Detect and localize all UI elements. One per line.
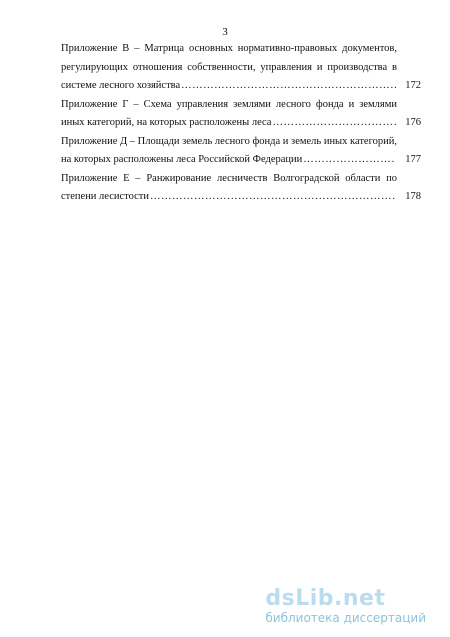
toc-entry-page-number: 176 xyxy=(405,117,421,128)
toc-entry-last-line xyxy=(61,114,421,133)
page-number: 3 xyxy=(222,26,228,38)
toc-entry-line: иных категорий, на которых расположены леса xyxy=(61,117,272,128)
toc-entry-appendix-e[interactable] xyxy=(61,170,421,207)
toc-entry-line: Приложение Д – Площади земель лесного фонда и земель иных категорий, xyxy=(61,135,397,147)
dot-leader xyxy=(272,114,396,133)
toc-entry-line: Приложение Г – Схема управления землями лесного фонда и землями xyxy=(61,98,397,110)
toc-entry-line: регулирующих отношения собственности, управления и производства в xyxy=(61,61,397,73)
toc-entry-line: на которых расположены леса Российской Федерации xyxy=(61,154,303,165)
toc-entry-appendix-d[interactable] xyxy=(61,133,421,170)
watermark xyxy=(265,587,426,625)
toc-entry-line: Приложение В – Матрица основных нормативно-правовых документов, xyxy=(61,43,397,54)
watermark-tagline: библиотека диссертаций xyxy=(265,611,426,625)
table-of-contents xyxy=(61,40,421,207)
toc-entry-last-line xyxy=(61,188,421,207)
toc-entry-last-line xyxy=(61,151,421,170)
toc-entry-appendix-v[interactable] xyxy=(61,40,421,96)
toc-entry-line: системе лесного хозяйства xyxy=(61,80,181,91)
dot-leader xyxy=(303,151,396,170)
dot-leader xyxy=(181,77,396,96)
toc-entry-appendix-g[interactable] xyxy=(61,96,421,133)
toc-entry-page-number: 178 xyxy=(405,191,421,202)
watermark-logo: dsLib.net xyxy=(265,586,386,611)
toc-entry-page-number: 177 xyxy=(405,154,421,165)
toc-entry-last-line xyxy=(61,77,421,96)
toc-entry-line: степени лесистости xyxy=(61,191,149,202)
dot-leader xyxy=(150,188,396,207)
toc-entry-page-number: 172 xyxy=(405,80,421,91)
toc-entry-line: Приложение Е – Ранжирование лесничеств Волгоградской области по xyxy=(61,172,397,184)
